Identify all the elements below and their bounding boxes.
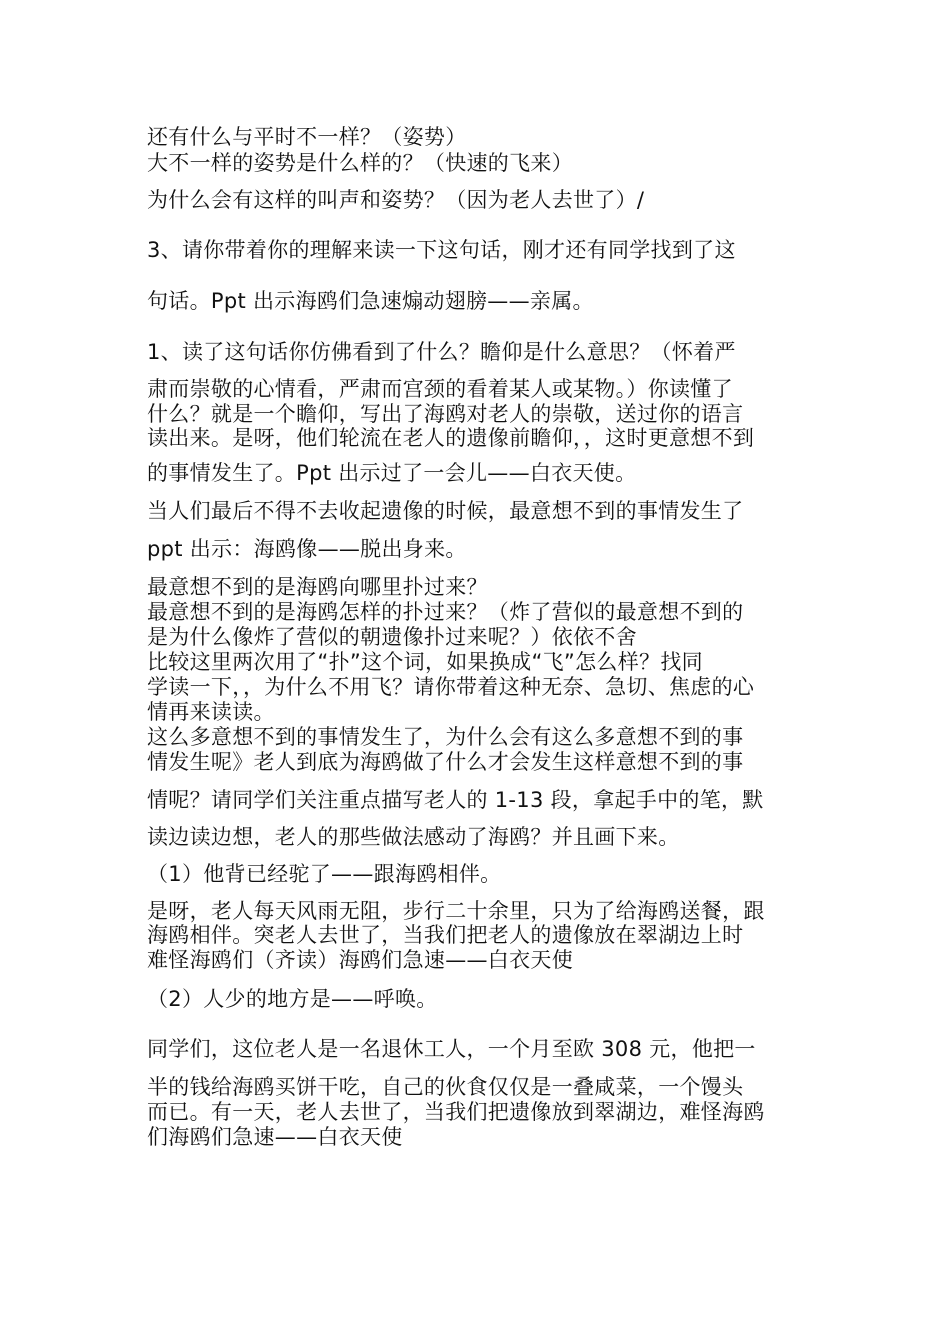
text-line: 最意想不到的是海鸥向哪里扑过来？ [147,575,488,599]
text-line: 这么多意想不到的事情发生了，为什么会有这么多意想不到的事 [147,725,744,749]
text-line: 半的钱给海鸥买饼干吃，自己的伙食仅仅是一叠咸菜，一个馒头 [147,1075,744,1099]
text-line: 难怪海鸥们（齐读）海鸥们急速——白衣天使 [147,948,573,972]
text-line: 什么？就是一个瞻仰，写出了海鸥对老人的崇敬，送过你的语言 [147,402,744,426]
text-line: 情发生呢》老人到底为海鸥做了什么才会发生这样意想不到的事 [147,750,744,774]
text-line: 的事情发生了。Ppt 出示过了一会儿——白衣天使。 [147,461,637,485]
text-line: ppt 出示：海鸥像——脱出身来。 [147,537,467,561]
text-line: （2）人少的地方是——呼唤。 [147,987,438,1011]
text-line: 海鸥相伴。突老人去世了，当我们把老人的遗像放在翠湖边上时 [147,923,744,947]
text-line: 是为什么像炸了营似的朝遗像扑过来呢？）依依不舍 [147,625,637,649]
text-line: 们海鸥们急速——白衣天使 [147,1125,403,1149]
text-line: 肃而崇敬的心情看，严肃而宫颈的看着某人或某物。）你读懂了 [147,377,733,401]
text-line: 当人们最后不得不去收起遗像的时候，最意想不到的事情发生了 [147,499,744,523]
text-line: 大不一样的姿势是什么样的？（快速的飞来） [147,151,573,175]
text-line: 是呀，老人每天风雨无阻，步行二十余里，只为了给海鸥送餐，跟 [147,899,765,923]
text-line: 比较这里两次用了“扑”这个词，如果换成“飞”怎么样？找同 [147,650,703,674]
text-line: 同学们，这位老人是一名退休工人，一个月至欧 308 元，他把一 [147,1037,756,1061]
text-line: 句话。Ppt 出示海鸥们急速煽动翅膀——亲属。 [147,289,594,313]
text-line: 1、读了这句话你仿佛看到了什么？瞻仰是什么意思？（怀着严 [147,340,736,364]
text-line: 读出来。是呀，他们轮流在老人的遗像前瞻仰，，这时更意想不到 [147,426,755,450]
text-line: 最意想不到的是海鸥怎样的扑过来？（炸了营似的最意想不到的 [147,600,744,624]
text-line: （1）他背已经驼了——跟海鸥相伴。 [147,862,502,886]
text-line: 3、请你带着你的理解来读一下这句话，刚才还有同学找到了这 [147,238,736,262]
text-line: 情再来读读。 [147,700,275,724]
text-line: 而已。有一天，老人去世了，当我们把遗像放到翠湖边，难怪海鸥 [147,1100,765,1124]
text-line: 学读一下，，为什么不用飞？请你带着这种无奈、急切、焦虑的心 [147,675,755,699]
text-line: 读边读边想，老人的那些做法感动了海鸥？并且画下来。 [147,825,680,849]
text-line: 还有什么与平时不一样？（姿势） [147,125,467,149]
text-line: 为什么会有这样的叫声和姿势？（因为老人去世了）/ [147,188,645,212]
text-line: 情呢？请同学们关注重点描写老人的 1-13 段，拿起手中的笔，默 [147,788,764,812]
